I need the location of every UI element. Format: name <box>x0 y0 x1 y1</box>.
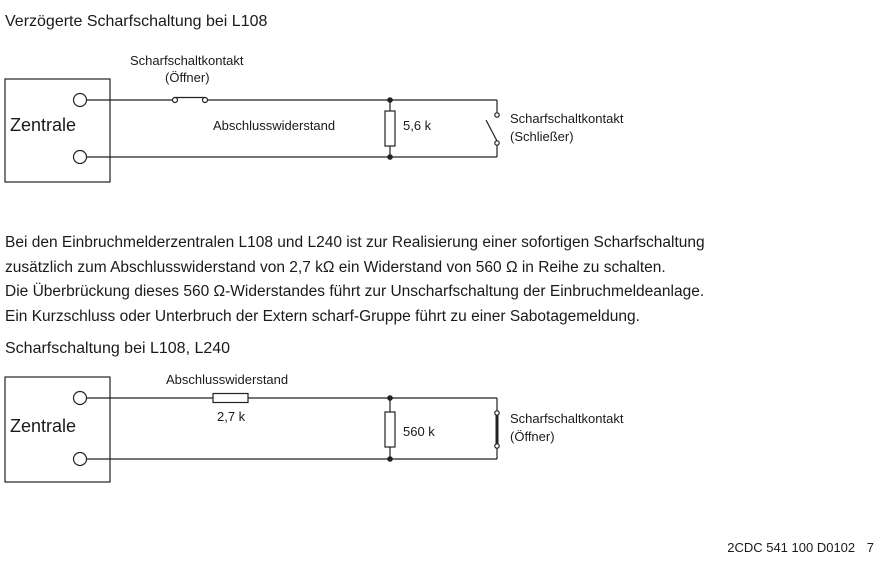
paragraph-line: zusätzlich zum Abschlusswiderstand von 2,7 kΩ ein Widerstand von 560 Ω in Reihe zu schalten. <box>5 258 666 276</box>
paragraph-line: Ein Kurzschluss oder Unterbruch der Extern scharf-Gruppe führt zu einer Sabotagemeldung. <box>5 307 640 325</box>
resistor-label-2: Abschlusswiderstand <box>166 372 289 387</box>
page-number: 7 <box>866 540 874 555</box>
doc-id: 2CDC 541 100 D0102 <box>727 540 856 555</box>
resistor-label-1: Abschlusswiderstand <box>213 118 336 133</box>
contact-right-label-1b: (Schließer) <box>510 129 574 144</box>
contact-top-label-2: (Öffner) <box>165 70 210 85</box>
zentrale-label-2: Zentrale <box>10 416 77 436</box>
paragraph-line: Die Überbrückung dieses 560 Ω-Widerstandes führt zur Unscharfschaltung der Einbruchmeldeanlage. <box>5 283 705 300</box>
diagram1-heading: Verzögerte Scharfschaltung bei L108 <box>5 13 268 30</box>
terminal-top-2 <box>74 392 87 405</box>
zentrale-label-1: Zentrale <box>10 115 77 135</box>
resistor-2k7 <box>213 394 248 403</box>
resistor-560 <box>385 412 395 447</box>
contact-right-label-2b: (Öffner) <box>510 429 555 444</box>
contact-right-label-2a: Scharfschaltkontakt <box>510 411 624 426</box>
contact-top-label-1: Scharfschaltkontakt <box>130 53 244 68</box>
shunt-value-2: 560 k <box>403 424 435 439</box>
contact-right-label-1a: Scharfschaltkontakt <box>510 111 624 126</box>
page-footer <box>727 540 874 555</box>
paragraph-line: Bei den Einbruchmelderzentralen L108 und L240 ist zur Realisierung einer sofortigen Scharfschaltung <box>5 234 705 251</box>
diagram2-heading: Scharfschaltung bei L108, L240 <box>5 340 231 357</box>
resistor-value-1: 5,6 k <box>403 118 432 133</box>
series-value-2: 2,7 k <box>217 409 246 424</box>
terminal-bottom-2 <box>74 453 87 466</box>
